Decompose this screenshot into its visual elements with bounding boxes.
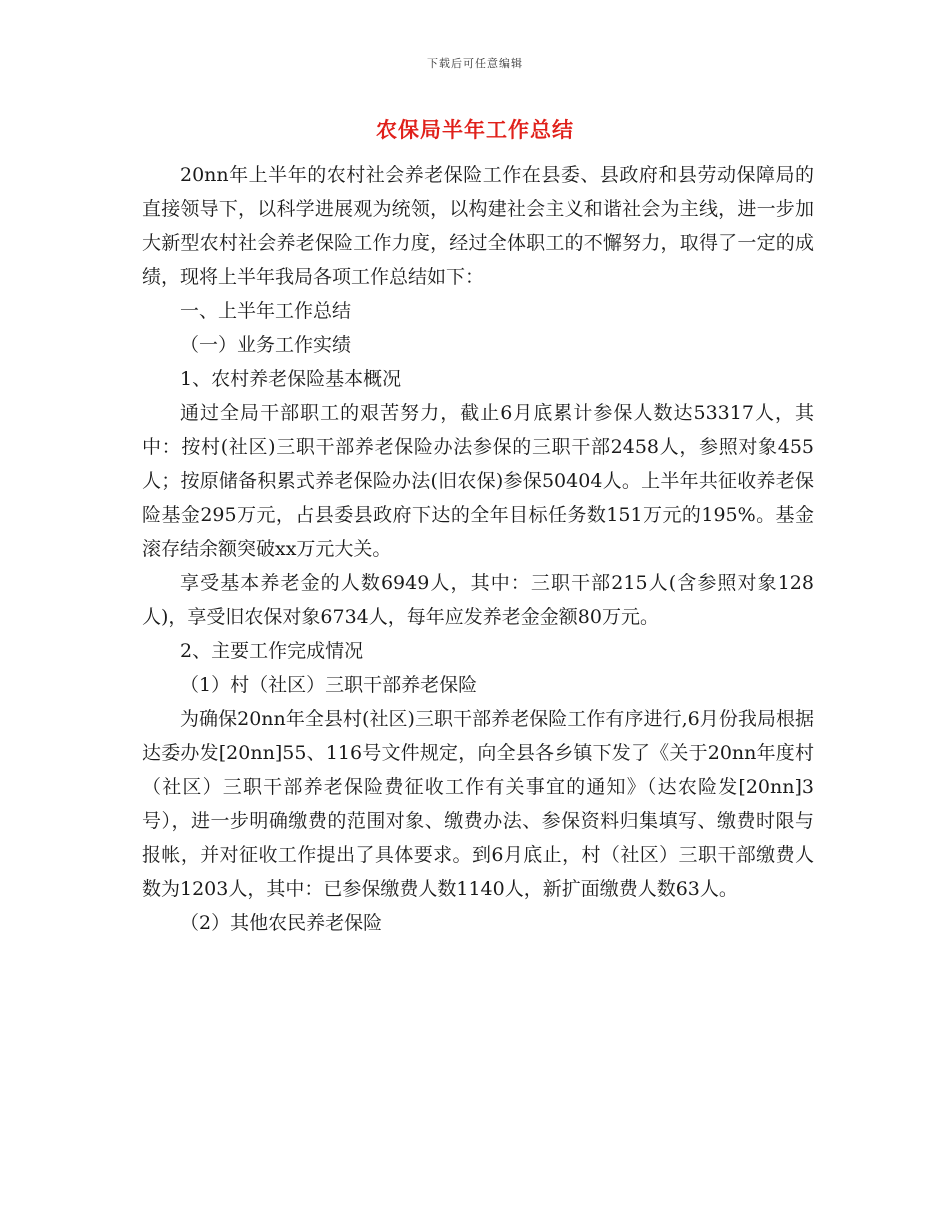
document-title: 农保局半年工作总结 [376,118,574,142]
paragraph-cadre-insurance: 为确保20nn年全县村(社区)三职干部养老保险工作有序进行,6月份我局根据达委办发[20nn]55、116号文件规定，向全县各乡镇下发了《关于20nn年度村（社区）三职干部养老保险费征收工作有关事宜的通知》（达农险发[20nn]3号），进一步明确缴费的范围对象、缴费办法、参保资料归集填写、缴费时限与报帐，并对征收工作提出了具体要求。到6月底止，村（社区）三职干部缴费人数为1203人，其中：已参保缴费人数1140人，新扩面缴费人数63人。 [142,708,814,900]
paragraph-intro: 20nn年上半年的农村社会养老保险工作在县委、县政府和县劳动保障局的直接领导下，以科学进展观为统领，以构建社会主义和谐社会为主线，进一步加大新型农村社会养老保险工作力度，经过全体职工的不懈努力，取得了一定的成绩，现将上半年我局各项工作总结如下： [142,164,814,288]
page-header-note: 下载后可任意编辑 [427,57,523,70]
heading-subitem-2: （2）其他农民养老保险 [180,912,383,934]
heading-item-1: 1、农村养老保险基本概况 [180,368,402,390]
document-body [142,158,814,940]
paragraph-pension-recipients: 享受基本养老金的人数6949人，其中：三职干部215人(含参照对象128人)，享受旧农保对象6734人，每年应发养老金金额80万元。 [142,572,814,628]
heading-subsection-1: （一）业务工作实绩 [180,334,352,356]
heading-item-2: 2、主要工作完成情况 [180,640,364,662]
paragraph-enrollment: 通过全局干部职工的艰苦努力，截止6月底累计参保人数达53317人，其中：按村(社区)三职干部养老保险办法参保的三职干部2458人，参照对象455人；按原储备积累式养老保险办法(旧农保)参保50404人。上半年共征收养老保险基金295万元，占县委县政府下达的全年目标任务数151万元的195%。基金滚存结余额突破xx万元大关。 [142,402,814,560]
heading-section-1: 一、上半年工作总结 [180,300,352,322]
heading-subitem-1: （1）村（社区）三职干部养老保险 [180,674,478,696]
